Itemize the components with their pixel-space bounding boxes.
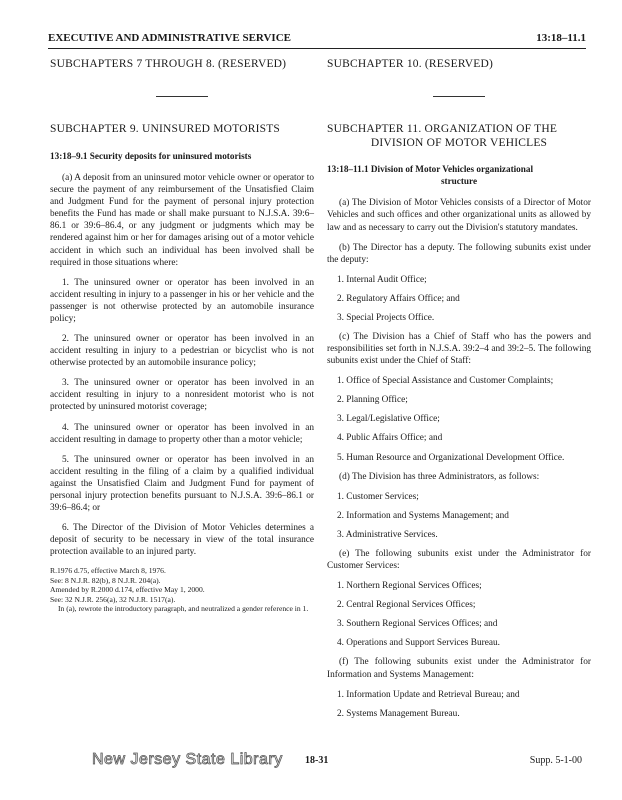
- list-item: 4. Operations and Support Services Bureau.: [337, 638, 500, 649]
- list-item: 1. Information Update and Retrieval Bureau; and: [337, 689, 520, 700]
- running-header: [48, 30, 586, 49]
- divider: [433, 96, 485, 97]
- list-item: 1. Office of Special Assistance and Customer Complaints;: [337, 376, 554, 387]
- list-item: [50, 454, 314, 514]
- header-title: EXECUTIVE AND ADMINISTRATIVE SERVICE: [48, 32, 291, 44]
- list-item: [50, 422, 314, 446]
- list-item: 2. Systems Management Bureau.: [337, 708, 460, 719]
- para-d: (d) The Division has three Administrators, as follows:: [339, 471, 540, 482]
- subchapter-10-heading: SUBCHAPTER 10. (RESERVED): [327, 58, 494, 70]
- item-text: The uninsured owner or operator has been involved in an accident resulting in damage to property other than a motor vehicle;: [50, 422, 314, 445]
- item-text: The uninsured owner or operator has been involved in an accident resulting in injury to a passenger in his or her vehicle and the passenger is not otherwise protected by an automobile insurance policy;: [50, 277, 314, 324]
- list-item: [50, 277, 314, 325]
- para-b: (b) The Director has a deputy. The following subunits exist under the deputy:: [327, 242, 591, 265]
- item-text: The uninsured owner or operator has been involved in an accident resulting in the filing of a claim by a qualified individual against the Unsatisfied Claim and Judgment Fund for payment of personal injury protection benefits pursuant to N.J.S.A. 39:6–86.1 or 39:6–86.4; or: [50, 454, 314, 513]
- history-notes: [50, 566, 314, 613]
- page-footer: [48, 751, 586, 775]
- divider: [156, 96, 208, 97]
- history-note: Amended by R.2000 d.174, effective May 1, 2000.: [50, 585, 205, 595]
- section-11-1-title-line2: structure: [440, 175, 478, 186]
- item-text: The uninsured owner or operator has been involved in an accident resulting in injury to a nonresident motorist who is not protected by uninsured motorist coverage;: [50, 378, 314, 413]
- section-9-1-items: [50, 277, 314, 559]
- list-item: 1. Internal Audit Office;: [337, 274, 427, 285]
- para-e: (e) The following subunits exist under the Administrator for Customer Services:: [327, 548, 591, 572]
- subchapter-9-heading: SUBCHAPTER 9. UNINSURED MOTORISTS: [50, 122, 281, 135]
- list-item: 3. Administrative Services.: [337, 529, 438, 540]
- list-item: 5. Human Resource and Organizational Development Office.: [337, 452, 565, 463]
- list-item: 2. Central Regional Services Offices;: [337, 600, 476, 611]
- history-note: See: 8 N.J.R. 82(b), 8 N.J.R. 204(a).: [50, 575, 161, 585]
- left-column: [50, 58, 314, 614]
- para-c: (c) The Division has a Chief of Staff who has the powers and responsibilities set forth in N.J.S.A. 39:2–4 and 39:2–5. The following subunits exist under the Chief of Staff:: [327, 332, 591, 367]
- list-item: 2. Planning Office;: [337, 395, 408, 406]
- item-number: 1.: [62, 277, 69, 288]
- right-column: [327, 58, 591, 727]
- list-item: 1. Customer Services;: [337, 491, 419, 502]
- list-item: 3. Legal/Legislative Office;: [337, 414, 440, 425]
- item-text: The Director of the Division of Motor Vehicles determines a deposit of security to be necessary in view of the total insurance protection available to an injured party.: [50, 523, 315, 558]
- item-number: 5.: [62, 454, 69, 465]
- history-note: R.1976 d.75, effective March 8, 1976.: [50, 566, 166, 576]
- section-9-1-title: 13:18–9.1 Security deposits for uninsured motorists: [50, 150, 252, 161]
- list-item: 1. Northern Regional Services Offices;: [337, 581, 482, 592]
- list-item: [50, 377, 314, 413]
- subchapter-7-8-heading: SUBCHAPTERS 7 THROUGH 8. (RESERVED): [50, 58, 287, 70]
- library-watermark: New Jersey State Library: [92, 751, 283, 768]
- list-item: 2. Regulatory Affairs Office; and: [337, 293, 460, 304]
- supplement-date: Supp. 5-1-00: [529, 755, 582, 766]
- item-number: 2.: [62, 334, 69, 345]
- item-text: The uninsured owner or operator has been involved in an accident resulting in injury to a pedestrian or bicyclist who is not otherwise protected by an automobile insurance policy;: [50, 334, 314, 369]
- subchapter-11-heading-line2: DIVISION OF MOTOR VEHICLES: [370, 136, 548, 149]
- list-item: 3. Special Projects Office.: [337, 312, 435, 323]
- subchapter-11-heading-line1: SUBCHAPTER 11. ORGANIZATION OF THE: [327, 122, 558, 135]
- para-a: (a) The Division of Motor Vehicles consists of a Director of Motor Vehicles and such offices and other organizational units as allowed by law and as necessary to carry out the Division's statutory mandates.: [327, 198, 591, 233]
- item-number: 4.: [62, 422, 69, 433]
- section-11-1-title-line1: 13:18–11.1 Division of Motor Vehicles organizational: [327, 164, 534, 175]
- history-note: In (a), rewrote the introductory paragraph, and neutralized a gender reference in 1.: [58, 604, 309, 614]
- item-number: 6.: [62, 523, 69, 534]
- section-9-1-para-a: (a) A deposit from an uninsured motor vehicle owner or operator to secure the payment of any reimbursement of the Unsatisfied Claim and Judgment Fund for the payment of personal injury protection benefits the Fund has made or shall make pursuant to N.J.S.A. 39:6–86.1 or 39:6–86.4, or any judgment or judgments which may be rendered against him or her for damages arising out of a motor vehicle accident in which such an individual has been involved shall be required in those situations where:: [50, 173, 314, 268]
- list-item: 4. Public Affairs Office; and: [337, 433, 443, 444]
- para-f: (f) The following subunits exist under the Administrator for Information and Systems Management:: [327, 657, 591, 680]
- history-note: See: 32 N.J.R. 256(a), 32 N.J.R. 1517(a).: [50, 594, 176, 604]
- list-item: [50, 333, 314, 369]
- header-section-number: 13:18–11.1: [536, 32, 586, 44]
- list-item: 3. Southern Regional Services Offices; and: [337, 619, 498, 630]
- section-11-1-title: [327, 164, 591, 187]
- item-number: 3.: [62, 378, 69, 389]
- list-item: [50, 522, 314, 558]
- list-item: 2. Information and Systems Management; and: [337, 510, 509, 521]
- page-number: 18-31: [305, 755, 329, 766]
